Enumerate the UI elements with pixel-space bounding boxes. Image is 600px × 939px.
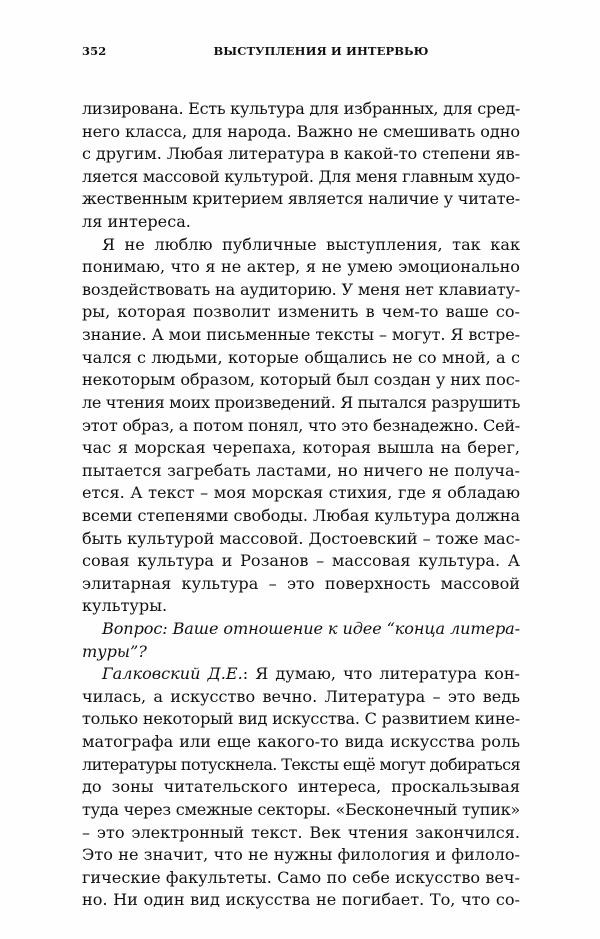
- page-number: 352: [82, 44, 107, 58]
- text-line: – это электронный текст. Век чтения закончился.: [82, 822, 520, 842]
- text-line: час я морская черепаха, которая вышла на берег,: [82, 438, 520, 458]
- text-line: воздействовать на аудиторию. У меня нет клавиату-: [82, 279, 520, 299]
- question-line: туры”?: [82, 641, 147, 661]
- text-line: ля интереса.: [82, 212, 191, 232]
- text-line: только некоторый вид искусства. С развитием кине-: [82, 709, 520, 729]
- text-line: лизирована. Есть культура для избранных, для сред-: [82, 99, 520, 118]
- question-line: Вопрос: Ваше отношение к идее “конца литера-: [102, 619, 520, 639]
- running-title: ВЫСТУПЛЕНИЯ И ИНТЕРВЬЮ: [213, 44, 429, 58]
- text-line: ры, которая позволит изменить в чем-то ваше со-: [82, 302, 520, 322]
- text-line: него класса, для народа. Важно не смешивать одно: [82, 121, 520, 141]
- text-line: до зоны читательского интереса, проскальзывая: [82, 777, 520, 797]
- text-line: чилась, а искусство вечно. Литература – это ведь: [82, 686, 520, 706]
- text-line: понимаю, что я не актер, я не умею эмоционально: [82, 257, 520, 277]
- text-line: ется. А текст – моя морская стихия, где я обладаю: [82, 483, 520, 503]
- text-line: матографа или еще какого-то вида искусства роль: [82, 732, 520, 752]
- text-line: всеми степенями свободы. Любая культура должна: [82, 505, 520, 525]
- text-line: элитарная культура – это поверхность массовой: [82, 573, 520, 593]
- text-line: с другим. Любая литература в какой-то степени яв-: [82, 144, 520, 164]
- text-line: жественным критерием является наличие у читате-: [82, 189, 520, 209]
- text-line: литературы потускнела. Тексты ещё могут добираться: [82, 754, 520, 774]
- body-text: [82, 98, 520, 912]
- text-line: туда через смежные секторы. «Бесконечный тупик»: [82, 799, 520, 819]
- paragraph-start: Я не люблю публичные выступления, так как: [102, 234, 520, 254]
- text-line: но. Ни один вид искусства не погибает. То, что со-: [82, 890, 520, 910]
- text-line: пытается загребать ластами, но ничего не получа-: [82, 460, 520, 480]
- text-line: быть культурой массовой. Достоевский – тоже мас-: [82, 528, 520, 548]
- text-line: знание. А мои письменные тексты – могут. Я встре-: [82, 325, 520, 345]
- text-line: гические факультеты. Само по себе искусство веч-: [82, 867, 520, 887]
- speaker-name: Галковский Д.Е.: [102, 664, 243, 684]
- text-line: этот образ, а потом понял, что это безнадежно. Сей-: [82, 415, 520, 435]
- text-line: совая культура и Розанов – массовая культура. А: [82, 551, 520, 571]
- text-line: чался с людьми, которые общались не со мной, а с: [82, 347, 520, 367]
- text-line: Это не значит, что не нужны филология и филоло-: [82, 845, 520, 865]
- text-line: ляется массовой культурой. Для меня главным худо-: [82, 166, 520, 186]
- answer-start: [82, 663, 520, 686]
- text-line: ле чтения моих произведений. Я пытался разрушить: [82, 392, 520, 412]
- text-line: культуры.: [82, 596, 168, 616]
- running-head: [82, 44, 520, 64]
- text-line: некоторым образом, который был создан у них пос-: [82, 370, 520, 390]
- answer-text: : Я думаю, что литература кон-: [242, 664, 520, 684]
